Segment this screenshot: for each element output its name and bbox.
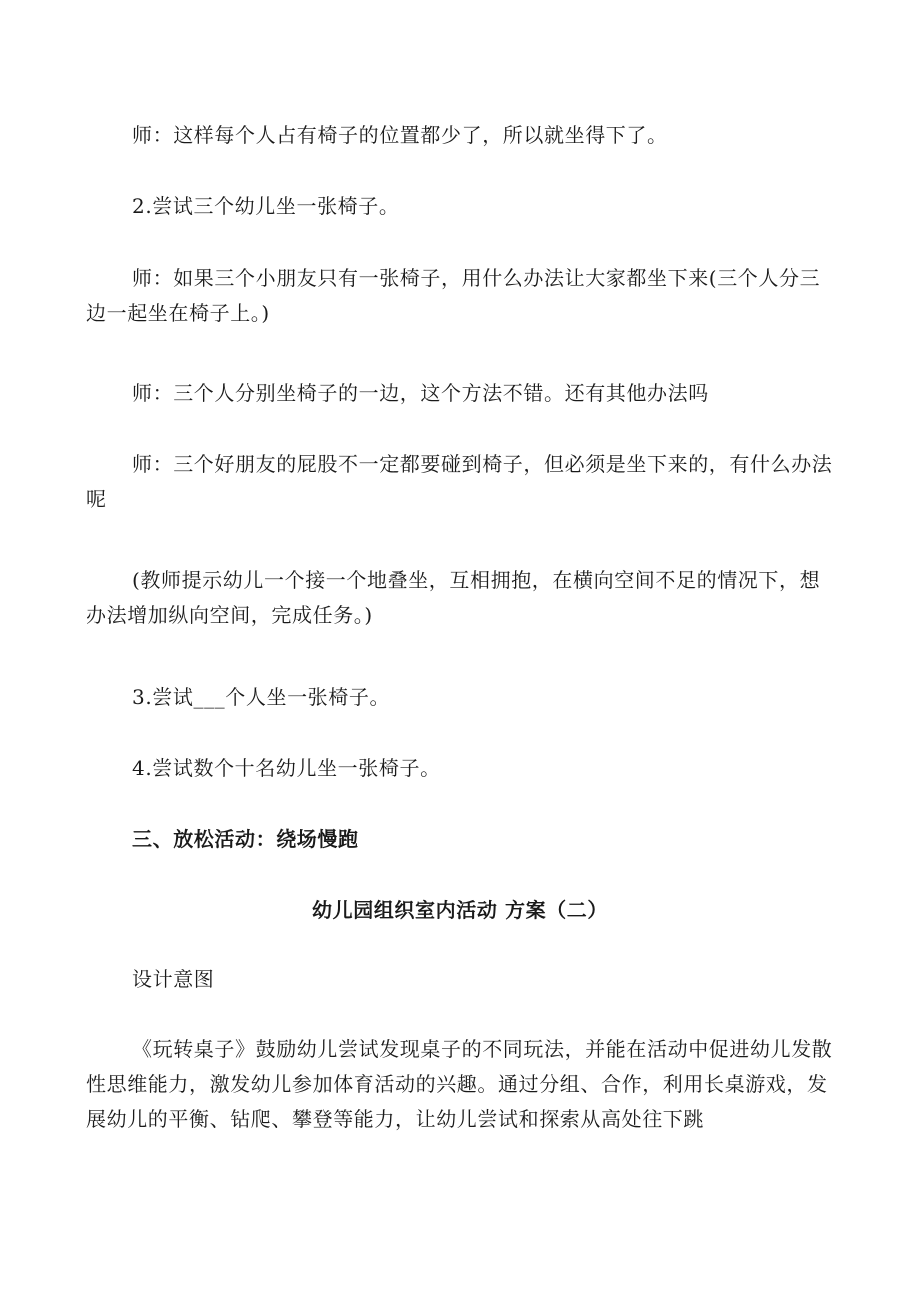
section-heading-relax: 三、放松活动：绕场慢跑 (132, 827, 359, 851)
paragraph-step-2: 2.尝试三个幼儿坐一张椅子。 (132, 194, 400, 218)
paragraph-teacher-friends: 师：三个好朋友的屁股不一定都要碰到椅子，但必须是坐下来的，有什么办法呢 (86, 452, 833, 511)
paragraph-teacher-each-side: 师：三个人分别坐椅子的一边，这个方法不错。还有其他办法吗 (132, 381, 709, 405)
paragraph-design-intent-label: 设计意图 (132, 967, 215, 991)
paragraph-step-4: 4.尝试数个十名幼儿坐一张椅子。 (132, 756, 441, 780)
paragraph-teacher-three-children: 师：如果三个小朋友只有一张椅子，用什么办法让大家都坐下来(三个人分三边一起坐在椅子上。) (86, 266, 821, 325)
paragraph-step-3: 3.尝试___个人坐一张椅子。 (132, 685, 391, 709)
page-title: 幼儿园组织室内活动 方案（二） (312, 898, 608, 922)
paragraph-teacher-hint: (教师提示幼儿一个接一个地叠坐，互相拥抱，在横向空间不足的情况下，想办法增加纵向空间，完成任务。) (86, 568, 821, 627)
paragraph-teacher-seats-fewer: 师：这样每个人占有椅子的位置都少了，所以就坐得下了。 (132, 123, 668, 147)
paragraph-design-intent-body: 《玩转桌子》鼓励幼儿尝试发现桌子的不同玩法，并能在活动中促进幼儿发散性思维能力，激发幼儿参加体育活动的兴趣。通过分组、合作，利用长桌游戏，发展幼儿的平衡、钻爬、攀登等能力，让幼儿尝试和探索从高处往下跳 (86, 1037, 833, 1131)
